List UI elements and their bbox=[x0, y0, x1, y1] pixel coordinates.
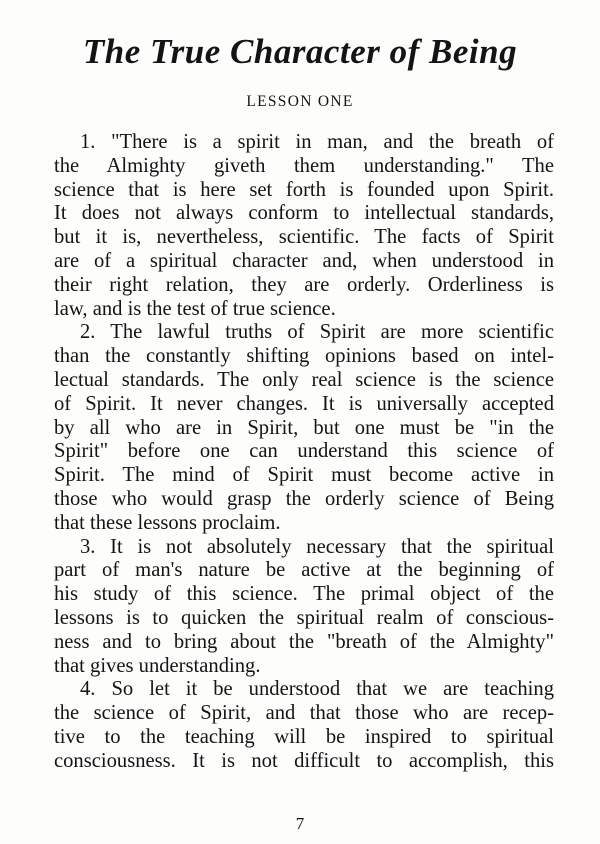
text-line: that gives understanding. bbox=[54, 654, 261, 677]
chapter-title: The True Character of Being bbox=[82, 32, 518, 71]
text-line: consciousness. It is not difficult to accomplish, this bbox=[54, 749, 554, 772]
text-line: than the constantly shifting opinions based on intel- bbox=[54, 345, 554, 368]
text-line: the Almighty giveth them understanding." The bbox=[54, 154, 554, 177]
page-body bbox=[54, 131, 554, 774]
text-line: those who would grasp the orderly science of Being bbox=[54, 487, 554, 510]
page-number: 7 bbox=[295, 814, 305, 833]
text-line: It does not always conform to intellectual standards, bbox=[54, 202, 554, 225]
paragraph-1 bbox=[54, 131, 554, 321]
text-line: tive to the teaching will be inspired to spiritual bbox=[54, 725, 554, 748]
text-line: lectual standards. The only real science is the science bbox=[54, 368, 554, 391]
lesson-heading: LESSON ONE bbox=[246, 93, 354, 110]
text-line: part of man's nature be active at the beginning of bbox=[54, 559, 554, 582]
text-line: are of a spiritual character and, when understood in bbox=[54, 249, 554, 272]
text-line: the science of Spirit, and that those who are recep- bbox=[54, 702, 554, 725]
text-line: of Spirit. It never changes. It is universally accepted bbox=[54, 392, 554, 415]
text-line: by all who are in Spirit, but one must be "in the bbox=[54, 416, 554, 439]
paragraph-2 bbox=[54, 321, 554, 535]
text-line: law, and is the test of true science. bbox=[54, 297, 336, 320]
text-line: 1. "There is a spirit in man, and the breath of bbox=[80, 131, 554, 153]
text-line: his study of this science. The primal object of the bbox=[54, 583, 554, 606]
text-line: their right relation, they are orderly. Orderliness is bbox=[54, 273, 554, 296]
text-line: Spirit. The mind of Spirit must become active in bbox=[54, 464, 554, 487]
text-line: Spirit" before one can understand this science of bbox=[54, 440, 554, 463]
paragraph-4 bbox=[54, 678, 554, 773]
text-line: 2. The lawful truths of Spirit are more scientific bbox=[80, 321, 554, 344]
text-line: science that is here set forth is founded upon Spirit. bbox=[54, 178, 554, 201]
text-line: lessons is to quicken the spiritual realm of conscious- bbox=[54, 606, 554, 629]
paragraph-3 bbox=[54, 536, 554, 679]
text-line: 3. It is not absolutely necessary that the spiritual bbox=[80, 535, 554, 558]
text-line: 4. So let it be understood that we are teaching bbox=[80, 678, 554, 701]
text-line: ness and to bring about the "breath of the Almighty" bbox=[54, 630, 554, 653]
text-line: but it is, nevertheless, scientific. The facts of Spirit bbox=[54, 226, 554, 249]
text-line: that these lessons proclaim. bbox=[54, 511, 281, 534]
